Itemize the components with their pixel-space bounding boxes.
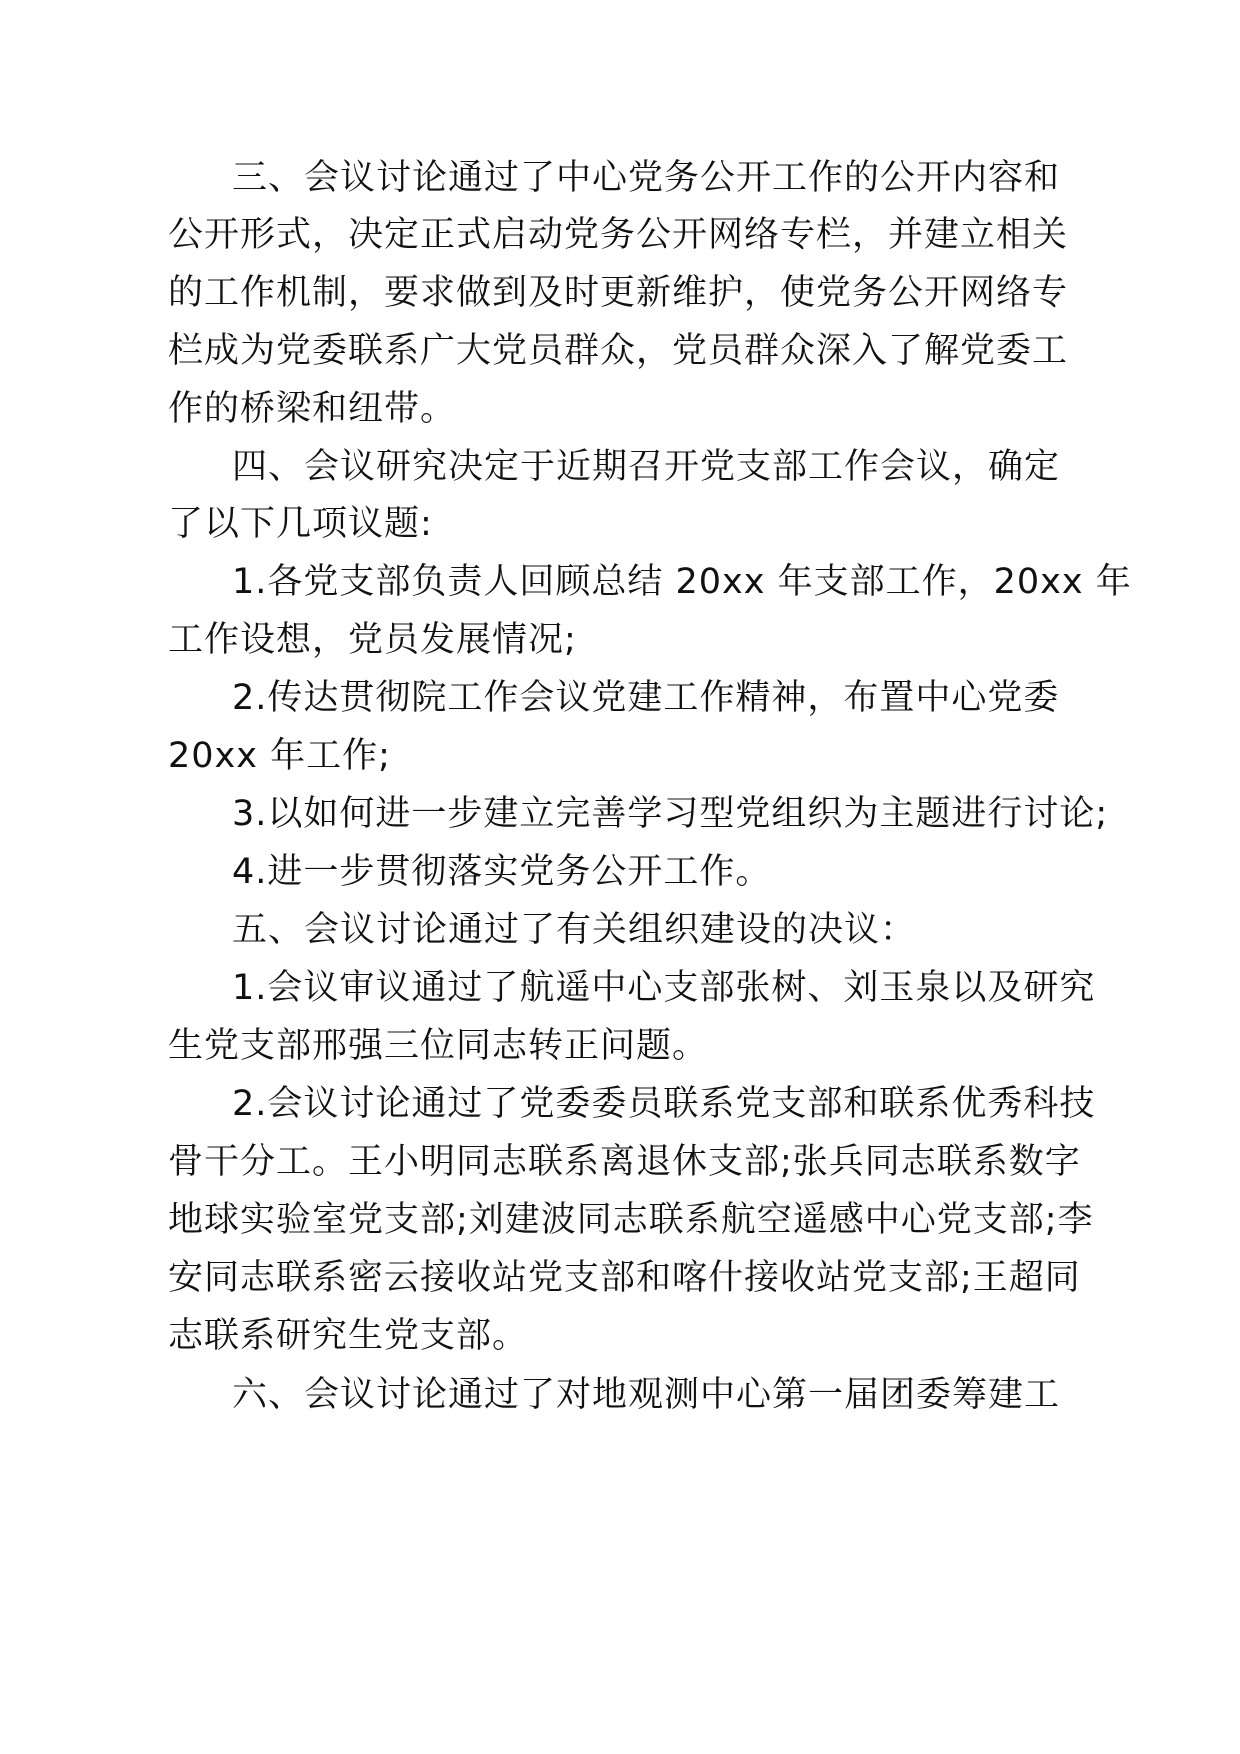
text-line: 骨干分工。王小明同志联系离退休支部;张兵同志联系数字	[168, 1142, 1081, 1182]
text-line: 4.进一步贯彻落实党务公开工作。	[232, 852, 772, 892]
text-line: 了以下几项议题:	[168, 504, 433, 544]
text-line: 2.会议讨论通过了党委委员联系党支部和联系优秀科技	[232, 1084, 1096, 1124]
text-line: 公开形式，决定正式启动党务公开网络专栏，并建立相关	[168, 215, 1069, 255]
text-line: 栏成为党委联系广大党员群众，党员群众深入了解党委工	[168, 331, 1069, 371]
text-line: 作的桥梁和纽带。	[168, 389, 457, 429]
text-line: 六、会议讨论通过了对地观测中心第一届团委筹建工	[232, 1375, 1061, 1415]
text-line: 地球实验室党支部;刘建波同志联系航空遥感中心党支部;李	[168, 1200, 1094, 1240]
text-line: 的工作机制，要求做到及时更新维护，使党务公开网络专	[168, 273, 1069, 313]
text-line: 2.传达贯彻院工作会议党建工作精神，布置中心党委	[232, 678, 1060, 718]
text-line: 工作设想，党员发展情况;	[168, 620, 577, 660]
text-line: 五、会议讨论通过了有关组织建设的决议：	[232, 910, 917, 950]
text-line: 3.以如何进一步建立完善学习型党组织为主题进行讨论;	[232, 794, 1109, 834]
text-line: 志联系研究生党支部。	[168, 1316, 529, 1356]
text-line: 安同志联系密云接收站党支部和喀什接收站党支部;王超同	[168, 1258, 1081, 1298]
text-line: 20xx 年工作;	[168, 736, 391, 776]
text-line: 四、会议研究决定于近期召开党支部工作会议，确定	[232, 447, 1061, 487]
text-line: 1.会议审议通过了航遥中心支部张树、刘玉泉以及研究	[232, 968, 1096, 1008]
text-line: 1.各党支部负责人回顾总结 20xx 年支部工作，20xx 年	[232, 562, 1132, 602]
text-line: 三、会议讨论通过了中心党务公开工作的公开内容和	[232, 158, 1061, 198]
text-line: 生党支部邢强三位同志转正问题。	[168, 1026, 709, 1066]
